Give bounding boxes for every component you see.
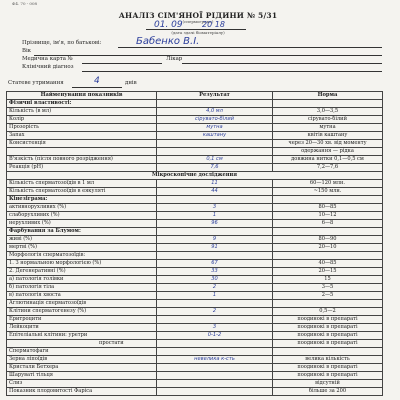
table-row bbox=[7, 348, 383, 356]
row-norm: поодинокі в препараті bbox=[273, 340, 383, 348]
row-name: Морфологія сперматозоїдів: bbox=[7, 252, 157, 260]
row-result: 1 bbox=[157, 212, 273, 220]
patient-name-value: Бабенко В.І. bbox=[136, 36, 200, 47]
row-result bbox=[157, 340, 273, 348]
table-row bbox=[7, 372, 383, 380]
row-name: нерухливих (%) bbox=[7, 220, 157, 228]
row-norm: 3—5 bbox=[273, 284, 383, 292]
abstinence-line bbox=[72, 87, 122, 88]
abstinence-label: Статеве утримання bbox=[8, 80, 64, 86]
row-name: б) патологія тіла bbox=[7, 284, 157, 292]
table-row bbox=[7, 316, 383, 324]
row-result: 7,6 bbox=[157, 164, 273, 172]
card-line bbox=[82, 63, 162, 64]
card-label: Медична карта № bbox=[22, 56, 73, 62]
table-row bbox=[7, 292, 383, 300]
row-norm: поодинокі в препараті bbox=[273, 316, 383, 324]
table-row bbox=[7, 140, 383, 148]
doctor-line bbox=[182, 63, 382, 64]
row-norm: більше за 200 bbox=[273, 388, 383, 396]
row-result bbox=[157, 228, 273, 236]
row-result: 30 bbox=[157, 276, 273, 284]
table-row bbox=[7, 276, 383, 284]
row-name: Кінезіграма: bbox=[7, 196, 157, 204]
row-norm: відсутній bbox=[273, 380, 383, 388]
row-result: 91 bbox=[157, 244, 273, 252]
table-row bbox=[7, 188, 383, 196]
row-name: Фарбування за Блумом: bbox=[7, 228, 157, 236]
row-norm: 2—5 bbox=[273, 292, 383, 300]
table-row bbox=[7, 364, 383, 372]
page-subtitle: (спермограма) bbox=[182, 19, 214, 24]
row-norm bbox=[273, 300, 383, 308]
table-row bbox=[7, 100, 383, 108]
row-name: Показник плодовитості Фаріса bbox=[7, 388, 157, 396]
row-result bbox=[157, 148, 273, 156]
row-name: в) патологія хвоста bbox=[7, 292, 157, 300]
row-norm bbox=[273, 228, 383, 236]
table-row bbox=[7, 132, 383, 140]
row-norm bbox=[273, 252, 383, 260]
row-result: 1 bbox=[157, 292, 273, 300]
row-name: живі (%) bbox=[7, 236, 157, 244]
row-norm: 10—12 bbox=[273, 212, 383, 220]
row-norm: велика кількість bbox=[273, 356, 383, 364]
table-row bbox=[7, 108, 383, 116]
row-result: 3 bbox=[157, 324, 273, 332]
row-name: Сперматофаги bbox=[7, 348, 157, 356]
row-result: 11 bbox=[157, 180, 273, 188]
table-row bbox=[7, 212, 383, 220]
row-name: Слиз bbox=[7, 380, 157, 388]
col-header-norm: Норма bbox=[273, 92, 383, 100]
table-row bbox=[7, 268, 383, 276]
table-row bbox=[7, 220, 383, 228]
row-result bbox=[157, 140, 273, 148]
table-row bbox=[7, 204, 383, 212]
row-name bbox=[7, 148, 157, 156]
collection-date: 01. 09 bbox=[154, 20, 183, 30]
table-row bbox=[7, 236, 383, 244]
row-result bbox=[157, 316, 273, 324]
row-name: Кількість сперматозоїдів в 1 мл bbox=[7, 180, 157, 188]
col-header-result: Результат bbox=[157, 92, 273, 100]
row-norm: мутна bbox=[273, 124, 383, 132]
row-result: сірувато-білий bbox=[157, 116, 273, 124]
abstinence-value: 4 bbox=[94, 76, 100, 86]
results-table bbox=[6, 91, 383, 396]
diagnosis-label: Клінічний діагноз bbox=[22, 64, 74, 70]
row-name: В'язкість (після повного розрідження) bbox=[7, 156, 157, 164]
row-name: Фізичні властивості: bbox=[7, 100, 157, 108]
row-norm: 20—10 bbox=[273, 244, 383, 252]
table-row bbox=[7, 380, 383, 388]
row-name: Кількість сперматозоїдів в еякуляті bbox=[7, 188, 157, 196]
row-norm: поодинокі в препараті bbox=[273, 324, 383, 332]
row-result bbox=[157, 380, 273, 388]
row-name: Колір bbox=[7, 116, 157, 124]
table-row bbox=[7, 244, 383, 252]
row-result bbox=[157, 364, 273, 372]
table-row bbox=[7, 228, 383, 236]
row-norm bbox=[273, 100, 383, 108]
row-name: Кристали Бетхера bbox=[7, 364, 157, 372]
lab-form-sheet bbox=[6, 0, 390, 400]
table-row bbox=[7, 340, 383, 348]
row-result bbox=[157, 196, 273, 204]
row-result: каштану bbox=[157, 132, 273, 140]
row-result: 44 bbox=[157, 188, 273, 196]
table-row bbox=[7, 116, 383, 124]
row-result: 2 bbox=[157, 308, 273, 316]
row-name: Аглютинація сперматозоїдів bbox=[7, 300, 157, 308]
row-name: Реакція (pH) bbox=[7, 164, 157, 172]
row-name: Консистенція bbox=[7, 140, 157, 148]
row-norm: 3,0—3,5 bbox=[273, 108, 383, 116]
row-name: 1. З нормальною морфологією (%) bbox=[7, 260, 157, 268]
patient-name-line bbox=[118, 47, 382, 48]
row-result: 0,1 см bbox=[157, 156, 273, 164]
table-row bbox=[7, 124, 383, 132]
row-name: Прозорість bbox=[7, 124, 157, 132]
patient-name-label: Прізвище, ім'я, по батькові: bbox=[22, 40, 102, 46]
table-row bbox=[7, 284, 383, 292]
row-norm: ~150 млн. bbox=[273, 188, 383, 196]
row-result: 0-1-2 bbox=[157, 332, 273, 340]
age-line bbox=[34, 55, 382, 56]
row-name: Запах bbox=[7, 132, 157, 140]
table-row bbox=[7, 252, 383, 260]
table-row bbox=[7, 300, 383, 308]
row-result bbox=[157, 348, 273, 356]
age-label: Вік bbox=[22, 48, 32, 54]
table-row bbox=[7, 148, 383, 156]
date-caption: (дата здачі біоматеріалу) bbox=[171, 30, 225, 35]
row-norm: 40—85 bbox=[273, 260, 383, 268]
table-row bbox=[7, 164, 383, 172]
row-norm: одержання — рідка bbox=[273, 148, 383, 156]
row-norm: 80—90 bbox=[273, 236, 383, 244]
row-norm: поодинокі в препараті bbox=[273, 372, 383, 380]
row-norm: через 20—30 хв. від моменту bbox=[273, 140, 383, 148]
table-row bbox=[7, 196, 383, 204]
row-result: 4,0 мл bbox=[157, 108, 273, 116]
row-norm: довжина нитки 0,1—0,5 см bbox=[273, 156, 383, 164]
row-name: мертві (%) bbox=[7, 244, 157, 252]
section-heading: Мікроскопічне дослідження bbox=[7, 172, 383, 180]
table-row bbox=[7, 156, 383, 164]
row-result: 96 bbox=[157, 220, 273, 228]
row-result: 3 bbox=[157, 204, 273, 212]
row-norm: поодинокі в препараті bbox=[273, 364, 383, 372]
page-title: АНАЛІЗ СІМ'ЯНОЇ РІДИНИ № 5/31 bbox=[118, 11, 278, 20]
row-norm: 15 bbox=[273, 276, 383, 284]
row-result bbox=[157, 252, 273, 260]
table-row bbox=[7, 308, 383, 316]
form-code: Ф4. 70 - 008 bbox=[12, 1, 38, 6]
table-row bbox=[7, 180, 383, 188]
row-norm: сірувато-білий bbox=[273, 116, 383, 124]
row-name: 2. Дегенеративні (%) bbox=[7, 268, 157, 276]
row-norm bbox=[273, 196, 383, 204]
table-row bbox=[7, 324, 383, 332]
row-norm bbox=[273, 348, 383, 356]
row-norm: 7,2—7,6 bbox=[273, 164, 383, 172]
row-result bbox=[157, 300, 273, 308]
table-row bbox=[7, 332, 383, 340]
row-result bbox=[157, 100, 273, 108]
row-norm: 6—8 bbox=[273, 220, 383, 228]
row-norm: 60—120 млн. bbox=[273, 180, 383, 188]
collection-year: 20 18 bbox=[202, 20, 225, 29]
row-result: мутна bbox=[157, 124, 273, 132]
row-name: Епітеліальні клітини: уретри bbox=[7, 332, 157, 340]
table-row bbox=[7, 172, 383, 180]
row-name: Кількість (в мл) bbox=[7, 108, 157, 116]
row-name: простати bbox=[7, 340, 157, 348]
row-name: Клітини сперматогенезу (%) bbox=[7, 308, 157, 316]
row-result: 2 bbox=[157, 284, 273, 292]
row-name: а) патологія голівки bbox=[7, 276, 157, 284]
row-result: 67 bbox=[157, 260, 273, 268]
row-result bbox=[157, 372, 273, 380]
table-row bbox=[7, 356, 383, 364]
row-norm: поодинокі в препараті bbox=[273, 332, 383, 340]
row-norm: квітів каштану bbox=[273, 132, 383, 140]
diagnosis-line bbox=[82, 71, 382, 72]
row-norm: 0,5—2 bbox=[273, 308, 383, 316]
doctor-label: Лікар bbox=[166, 56, 183, 62]
row-norm: 20—15 bbox=[273, 268, 383, 276]
row-norm: 80—85 bbox=[273, 204, 383, 212]
col-header-name: Найменування показників bbox=[7, 92, 157, 100]
table-row bbox=[7, 260, 383, 268]
row-name: Зерна ліпоїдів bbox=[7, 356, 157, 364]
row-name: Еритроцити bbox=[7, 316, 157, 324]
row-name: активнорухливих (%) bbox=[7, 204, 157, 212]
table-header-row bbox=[7, 92, 383, 100]
row-result: невелика к-сть bbox=[157, 356, 273, 364]
table-row bbox=[7, 388, 383, 396]
row-name: Лейкоцити bbox=[7, 324, 157, 332]
row-name: слаборухливих (%) bbox=[7, 212, 157, 220]
row-name: Шаруваті тільця bbox=[7, 372, 157, 380]
abstinence-unit: днів bbox=[125, 80, 137, 86]
row-result: 33 bbox=[157, 268, 273, 276]
row-result: 9 bbox=[157, 236, 273, 244]
row-result bbox=[157, 388, 273, 396]
